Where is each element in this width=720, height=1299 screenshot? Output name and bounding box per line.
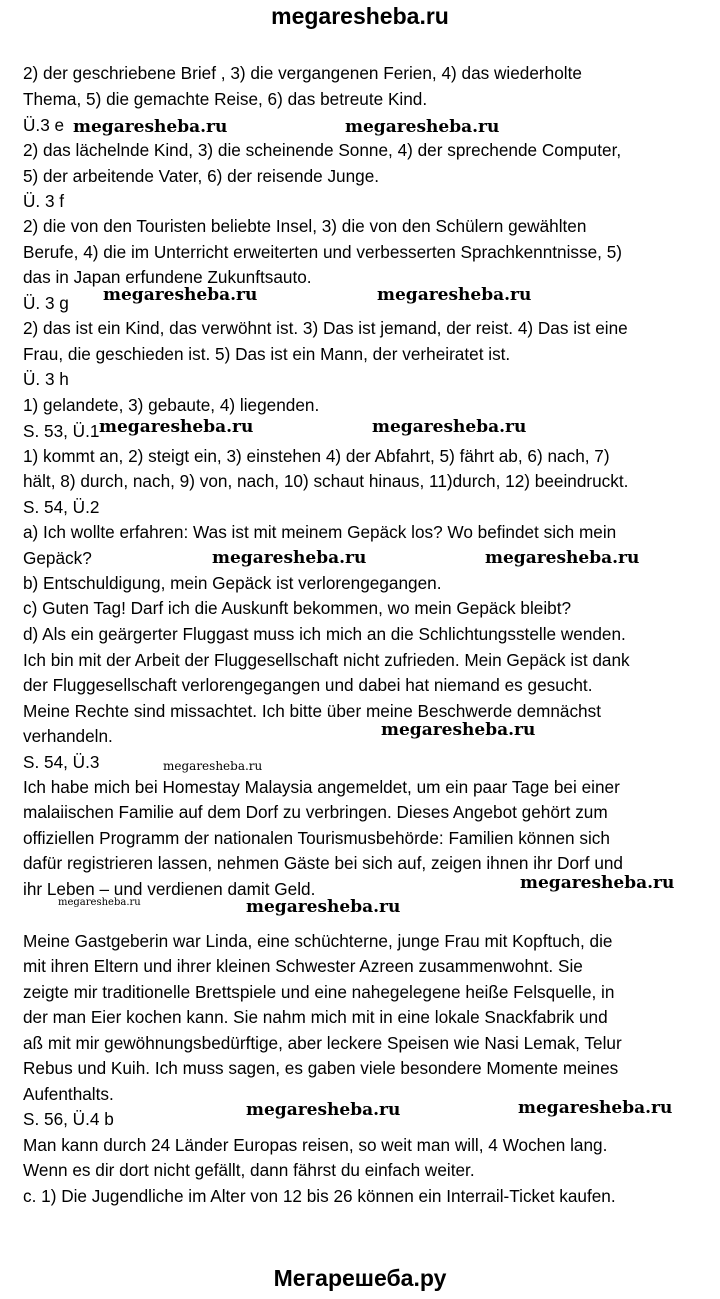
- text-line: Ich habe mich bei Homestay Malaysia angemeldet, um ein paar Tage bei einer: [23, 777, 620, 797]
- text-line: aß mit mir gewöhnungsbedürftige, aber leckere Speisen wie Nasi Lemak, Telur: [23, 1033, 622, 1053]
- text-line: Man kann durch 24 Länder Europas reisen, so weit man will, 4 Wochen lang.: [23, 1135, 608, 1155]
- text-line: ihr Leben – und verdienen damit Geld.: [23, 879, 316, 899]
- exercise-heading: Ü. 3 g: [23, 293, 69, 313]
- text-line: 1) kommt an, 2) steigt ein, 3) einstehen 4) der Abfahrt, 5) fährt ab, 6) nach, 7): [23, 446, 610, 466]
- exercise-heading: S. 53, Ü.1: [23, 421, 100, 441]
- watermark: megaresheba.ru: [246, 897, 401, 917]
- text-line: zeigte mir traditionelle Brettspiele und eine nahegelegene heiße Felsquelle, in: [23, 982, 615, 1002]
- text-line: der man Eier kochen kann. Sie nahm mich mit in eine lokale Snackfabrik und: [23, 1007, 608, 1027]
- watermark: megaresheba.ru: [103, 285, 258, 305]
- exercise-heading: S. 54, Ü.2: [23, 497, 100, 517]
- text-line: 2) das lächelnde Kind, 3) die scheinende Sonne, 4) der sprechende Computer,: [23, 140, 622, 160]
- text-line: d) Als ein geärgerter Fluggast muss ich mich an die Schlichtungsstelle wenden.: [23, 624, 626, 644]
- watermark: megaresheba.ru: [485, 548, 640, 568]
- text-line: Berufe, 4) die im Unterricht erweiterten und verbesserten Sprachkenntnisse, 5): [23, 242, 622, 262]
- watermark: megaresheba.ru: [518, 1098, 673, 1118]
- text-line: a) Ich wollte erfahren: Was ist mit meinem Gepäck los? Wo befindet sich mein: [23, 522, 617, 542]
- text-line: Wenn es dir dort nicht gefällt, dann fährst du einfach weiter.: [23, 1160, 475, 1180]
- site-footer-title: Мегарешеба.ру: [273, 1265, 447, 1291]
- watermark: megaresheba.ru: [99, 417, 254, 437]
- text-line: Gepäck?: [23, 548, 92, 568]
- watermark: megaresheba.ru: [73, 117, 228, 137]
- text-line: hält, 8) durch, nach, 9) von, nach, 10) schaut hinaus, 11)durch, 12) beeindruckt.: [23, 471, 629, 491]
- text-line: Frau, die geschieden ist. 5) Das ist ein Mann, der verheiratet ist.: [23, 344, 511, 364]
- watermark: megaresheba.ru: [212, 548, 367, 568]
- site-header-title: megaresheba.ru: [271, 3, 449, 29]
- text-line: c. 1) Die Jugendliche im Alter von 12 bis 26 können ein Interrail-Ticket kaufen.: [23, 1186, 616, 1206]
- watermark: megaresheba.ru: [58, 897, 141, 908]
- text-line: offiziellen Programm der nationalen Tourismusbehörde: Familien können sich: [23, 828, 610, 848]
- text-line: der Fluggesellschaft verlorengegangen und dabei hat niemand es gesucht.: [23, 675, 593, 695]
- text-line: Thema, 5) die gemachte Reise, 6) das betreute Kind.: [23, 89, 428, 109]
- text-line: mit ihren Eltern und ihrer kleinen Schwester Azreen zusammenwohnt. Sie: [23, 956, 583, 976]
- text-line: Ich bin mit der Arbeit der Fluggesellschaft nicht zufrieden. Mein Gepäck ist dank: [23, 650, 630, 670]
- watermark: megaresheba.ru: [246, 1100, 401, 1120]
- text-line: das in Japan erfundene Zukunftsauto.: [23, 267, 312, 287]
- watermark: megaresheba.ru: [377, 285, 532, 305]
- text-line: dafür registrieren lassen, nehmen Gäste bei sich auf, zeigen ihnen ihr Dorf und: [23, 853, 623, 873]
- text-line: Meine Gastgeberin war Linda, eine schüchterne, junge Frau mit Kopftuch, die: [23, 931, 613, 951]
- text-line: malaiischen Familie auf dem Dorf zu verbringen. Dieses Angebot gehört zum: [23, 802, 608, 822]
- exercise-heading: Ü.3 e: [23, 115, 65, 135]
- text-line: 2) der geschriebene Brief , 3) die vergangenen Ferien, 4) das wiederholte: [23, 63, 582, 83]
- exercise-heading: S. 56, Ü.4 b: [23, 1109, 114, 1129]
- text-line: 1) gelandete, 3) gebaute, 4) liegenden.: [23, 395, 320, 415]
- text-line: 5) der arbeitende Vater, 6) der reisende Junge.: [23, 166, 380, 186]
- text-line: c) Guten Tag! Darf ich die Auskunft bekommen, wo mein Gepäck bleibt?: [23, 598, 572, 618]
- text-line: Aufenthalts.: [23, 1084, 114, 1104]
- exercise-heading: S. 54, Ü.3: [23, 752, 100, 772]
- watermark: megaresheba.ru: [520, 873, 675, 893]
- text-line: verhandeln.: [23, 726, 113, 746]
- watermark: megaresheba.ru: [372, 417, 527, 437]
- watermark: megaresheba.ru: [163, 759, 263, 773]
- text-line: 2) das ist ein Kind, das verwöhnt ist. 3) Das ist jemand, der reist. 4) Das ist eine: [23, 318, 628, 338]
- exercise-heading: Ü. 3 f: [23, 191, 65, 211]
- exercise-heading: Ü. 3 h: [23, 369, 69, 389]
- watermark: megaresheba.ru: [345, 117, 500, 137]
- text-line: Meine Rechte sind missachtet. Ich bitte über meine Beschwerde demnächst: [23, 701, 601, 721]
- text-line: 2) die von den Touristen beliebte Insel, 3) die von den Schülern gewählten: [23, 216, 587, 236]
- watermark: megaresheba.ru: [381, 720, 536, 740]
- text-line: Rebus und Kuih. Ich muss sagen, es gaben viele besondere Momente meines: [23, 1058, 619, 1078]
- text-line: b) Entschuldigung, mein Gepäck ist verlorengegangen.: [23, 573, 442, 593]
